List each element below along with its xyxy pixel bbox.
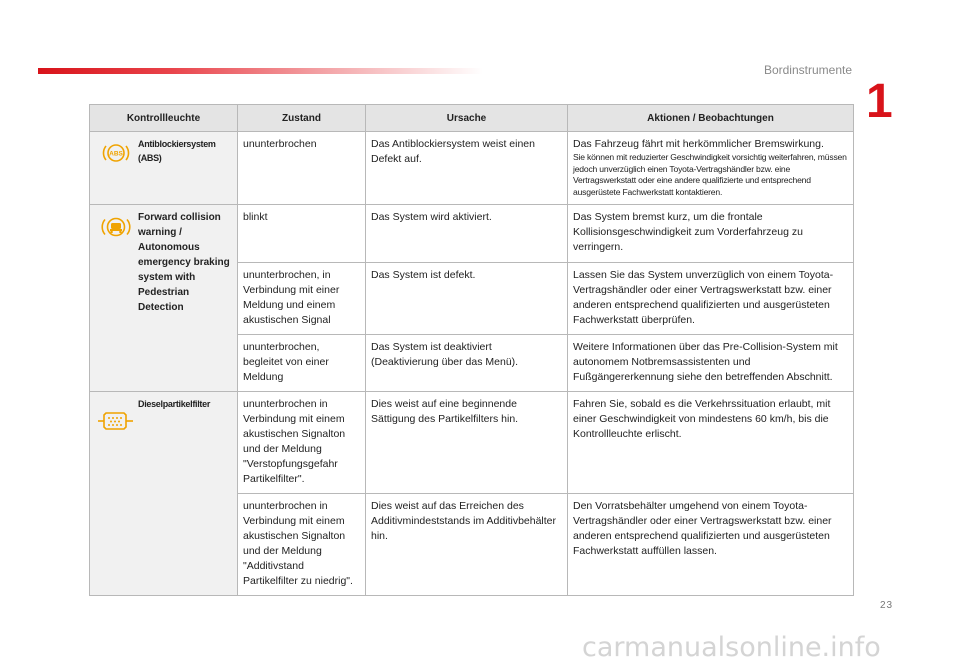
column-header: Aktionen / Beobachtungen [568, 105, 854, 132]
warning-lamps-table [89, 104, 854, 596]
action-note: Sie können mit reduzierter Geschwindigkeit vorsichtig weiterfahren, müssen jedoch unverzüglich einen Toyota-Vertragshändler bzw. eine Vertragswerkstatt oder eine andere qualifizierte und entsprechend ausgerüstete Fachwerkstatt kontaktieren. [573, 152, 847, 197]
lamp-name: Dieselpartikelfilter [138, 399, 211, 409]
watermark: carmanualsonline.info [582, 632, 881, 663]
diesel-particulate-filter-icon [94, 397, 138, 431]
cause-cell: Dies weist auf das Erreichen des Additivmindeststands im Additivbehälter hin. [366, 494, 568, 596]
cause-cell: Dies weist auf eine beginnende Sättigung des Partikelfilters hin. [366, 392, 568, 494]
column-header: Ursache [366, 105, 568, 132]
table-row [90, 392, 854, 494]
state-cell: ununterbrochen, in Verbindung mit einer Meldung und einem akustischen Signal [238, 263, 366, 335]
lamp-cell-forward-collision [90, 205, 238, 392]
action-cell: Fahren Sie, sobald es die Verkehrssituation erlaubt, mit einer Geschwindigkeit von mindestens 60 km/h, bis die Kontrollleuchte erlischt. [568, 392, 854, 494]
action-cell [568, 132, 854, 205]
lamp-cell-diesel-filter [90, 392, 238, 596]
column-header: Zustand [238, 105, 366, 132]
cause-cell: Das System ist defekt. [366, 263, 568, 335]
svg-text:ABS: ABS [109, 150, 123, 158]
cause-cell: Das System ist deaktiviert (Deaktivierung über das Menü). [366, 335, 568, 392]
state-cell: ununterbrochen, begleitet von einer Meldung [238, 335, 366, 392]
chapter-color-bar [38, 68, 483, 74]
table-row [90, 205, 854, 263]
column-header: Kontrollleuchte [90, 105, 238, 132]
action-cell: Das System bremst kurz, um die frontale Kollisionsgeschwindigkeit zum Vorderfahrzeug zu verringern. [568, 205, 854, 263]
table-header-row [90, 105, 854, 132]
action-cell: Lassen Sie das System unverzüglich von einem Toyota-Vertragshändler oder einer Vertragswerkstatt bzw. einer anderen entsprechend qualifizierten und ausgerüsteten Fachwerkstatt überprüfen. [568, 263, 854, 335]
cause-cell: Das Antiblockiersystem weist einen Defekt auf. [366, 132, 568, 205]
action-cell: Weitere Informationen über das Pre-Collision-System mit autonomem Notbremsassistenten und Fußgängererkennung siehe den betreffenden Abschnitt. [568, 335, 854, 392]
lamp-name: Antiblockiersystem (ABS) [138, 139, 216, 163]
section-title: Bordinstrumente [763, 63, 852, 77]
lamp-cell-abs [90, 132, 238, 205]
state-cell: blinkt [238, 205, 366, 263]
action-text: Das Fahrzeug fährt mit herkömmlicher Bremswirkung. [573, 138, 824, 150]
lamp-name: Forward collision warning / Autonomous emergency braking system with Pedestrian Detection [138, 212, 230, 313]
chapter-number: 1 [866, 75, 893, 128]
table-row [90, 132, 854, 205]
pre-collision-warning-icon [94, 210, 138, 239]
cause-cell: Das System wird aktiviert. [366, 205, 568, 263]
action-cell: Den Vorratsbehälter umgehend von einem Toyota-Vertragshändler oder einer Vertragswerkstatt bzw. einer anderen entsprechend qualifizierten und ausgerüsteten Fachwerkstatt auffüllen lassen. [568, 494, 854, 596]
state-cell: ununterbrochen in Verbindung mit einem akustischen Signalton und der Meldung "Additivstand Partikelfilter zu niedrig". [238, 494, 366, 596]
page-number: 23 [880, 600, 894, 611]
state-cell: ununterbrochen [238, 132, 366, 205]
abs-warning-icon [94, 137, 138, 164]
state-cell: ununterbrochen in Verbindung mit einem akustischen Signalton und der Meldung "Verstopfungsgefahr Partikelfilter". [238, 392, 366, 494]
